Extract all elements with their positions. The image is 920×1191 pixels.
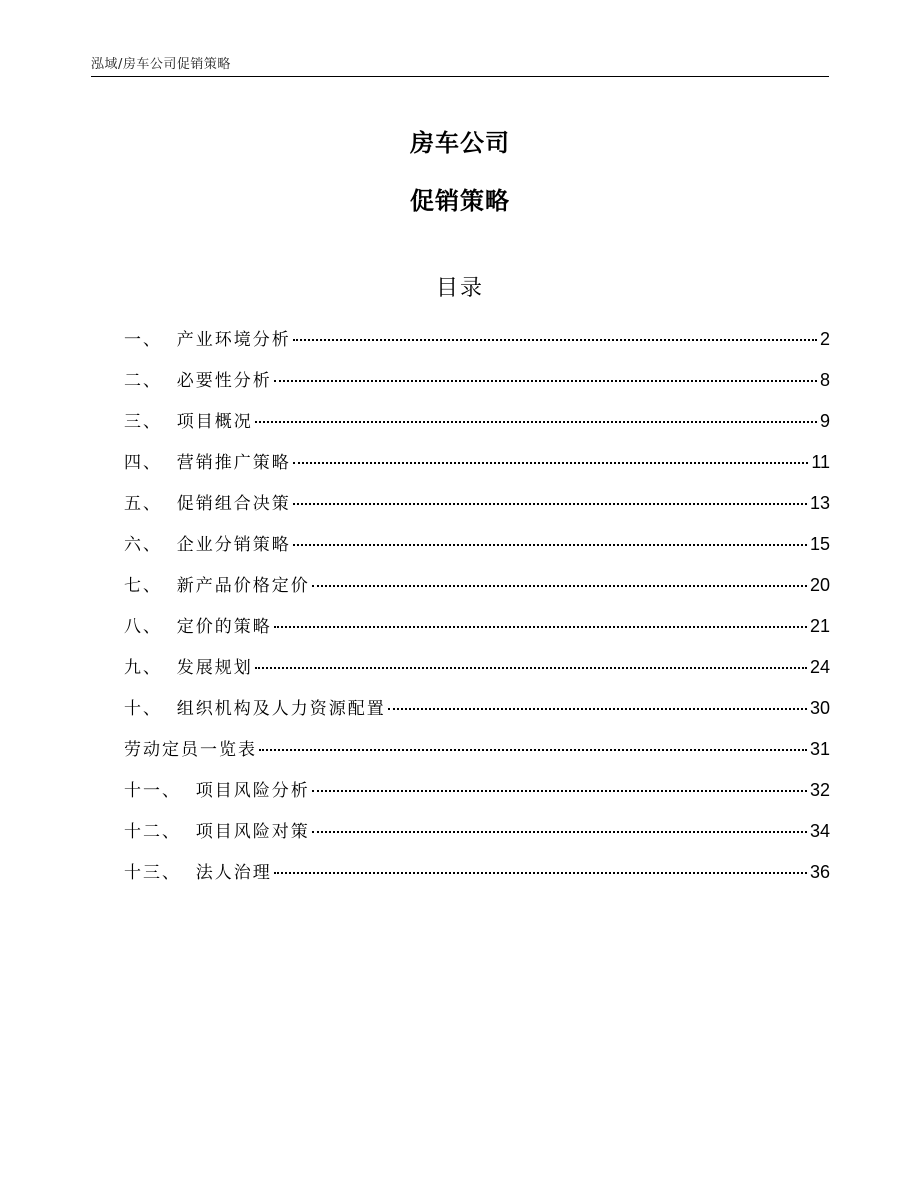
- table-of-contents: [124, 325, 830, 899]
- toc-entry-label: 十一、 项目风险分析: [124, 781, 310, 801]
- toc-page-number: 32: [809, 780, 830, 800]
- toc-entry[interactable]: [124, 489, 830, 530]
- toc-entry-label: 三、 项目概况: [124, 412, 253, 432]
- running-header: 泓域/房车公司促销策略: [91, 57, 231, 72]
- toc-entry[interactable]: [124, 366, 830, 407]
- toc-dot-leader: [293, 544, 807, 546]
- toc-entry[interactable]: [124, 612, 830, 653]
- toc-entry[interactable]: [124, 735, 830, 776]
- toc-heading: 目录: [435, 276, 484, 301]
- toc-dot-leader: [259, 749, 807, 751]
- toc-entry-label: 劳动定员一览表: [124, 740, 257, 760]
- toc-dot-leader: [293, 339, 817, 341]
- toc-page-number: 13: [809, 493, 830, 513]
- toc-page-number: 34: [809, 821, 830, 841]
- toc-dot-leader: [255, 667, 807, 669]
- toc-entry[interactable]: [124, 407, 830, 448]
- toc-entry-label: 二、 必要性分析: [124, 371, 272, 391]
- toc-page-number: 15: [809, 534, 830, 554]
- toc-entry-label: 十三、 法人治理: [124, 863, 272, 883]
- document-title: 房车公司: [410, 129, 510, 157]
- toc-entry[interactable]: [124, 325, 830, 366]
- toc-page-number: 9: [819, 411, 830, 431]
- toc-entry[interactable]: [124, 530, 830, 571]
- header-divider: [91, 76, 829, 77]
- toc-dot-leader: [312, 790, 807, 792]
- toc-entry-label: 十二、 项目风险对策: [124, 822, 310, 842]
- toc-page-number: 24: [809, 657, 830, 677]
- toc-page-number: 36: [809, 862, 830, 882]
- toc-page-number: 21: [809, 616, 830, 636]
- toc-page-number: 8: [819, 370, 830, 390]
- toc-entry[interactable]: [124, 571, 830, 612]
- toc-entry[interactable]: [124, 653, 830, 694]
- toc-dot-leader: [293, 503, 807, 505]
- toc-entry-label: 五、 促销组合决策: [124, 494, 291, 514]
- toc-page-number: 2: [819, 329, 830, 349]
- toc-dot-leader: [274, 626, 807, 628]
- toc-entry-label: 七、 新产品价格定价: [124, 576, 310, 596]
- toc-dot-leader: [293, 462, 809, 464]
- toc-dot-leader: [388, 708, 807, 710]
- toc-entry-label: 四、 营销推广策略: [124, 453, 291, 473]
- toc-dot-leader: [274, 380, 817, 382]
- toc-entry[interactable]: [124, 448, 830, 489]
- toc-entry[interactable]: [124, 694, 830, 735]
- toc-page-number: 30: [809, 698, 830, 718]
- toc-entry-label: 一、 产业环境分析: [124, 330, 291, 350]
- toc-entry-label: 十、 组织机构及人力资源配置: [124, 699, 386, 719]
- toc-entry[interactable]: [124, 858, 830, 899]
- toc-entry-label: 六、 企业分销策略: [124, 535, 291, 555]
- toc-entry[interactable]: [124, 776, 830, 817]
- toc-page-number: 20: [809, 575, 830, 595]
- toc-page-number: 31: [809, 739, 830, 759]
- toc-dot-leader: [312, 831, 807, 833]
- toc-dot-leader: [274, 872, 807, 874]
- toc-dot-leader: [255, 421, 817, 423]
- toc-dot-leader: [312, 585, 807, 587]
- toc-entry[interactable]: [124, 817, 830, 858]
- document-subtitle: 促销策略: [410, 187, 510, 215]
- toc-entry-label: 八、 定价的策略: [124, 617, 272, 637]
- toc-entry-label: 九、 发展规划: [124, 658, 253, 678]
- toc-page-number: 11: [811, 452, 830, 472]
